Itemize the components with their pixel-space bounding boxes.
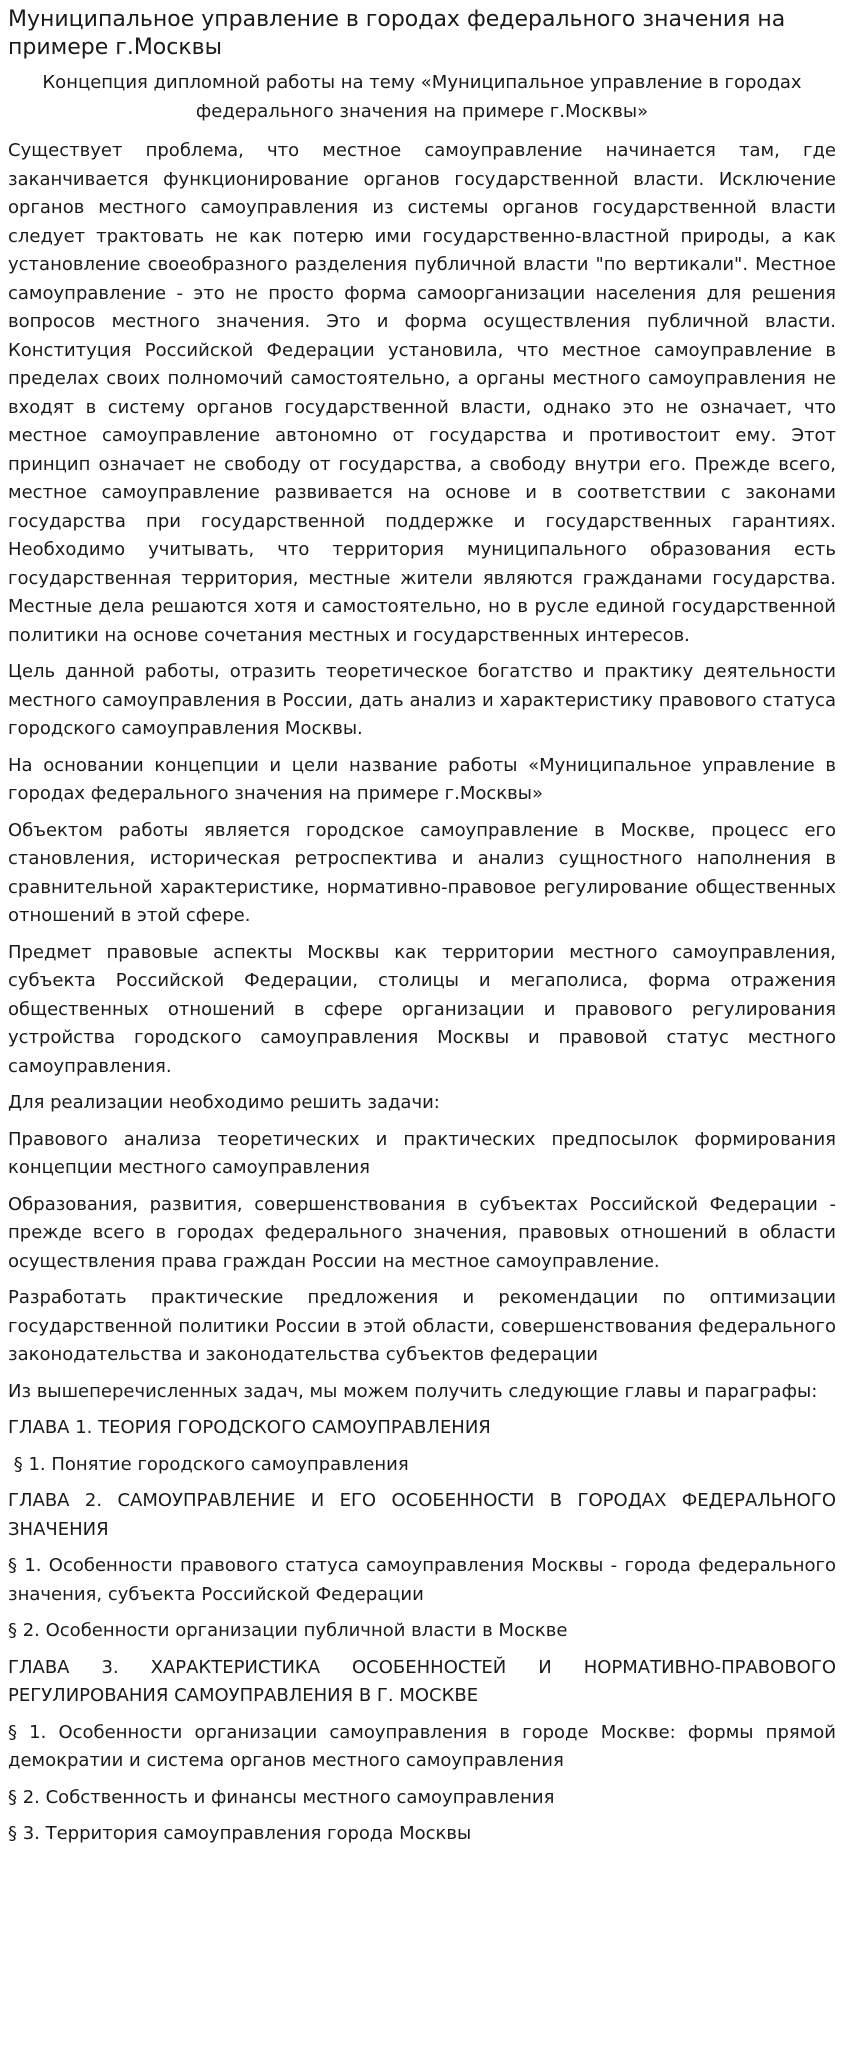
chapter-2-section-2: § 2. Особенности организации публичной власти в Москве: [8, 1620, 568, 1641]
paragraph-task-3: Разработать практические предложения и рекомендации по оптимизации государственной политики России в этой области, совершенствования федерального законодательства и законодательства субъектов федерации: [8, 1287, 836, 1365]
paragraph-task-1: Правового анализа теоретических и практических предпосылок формирования концепции местного самоуправления: [8, 1128, 836, 1178]
chapter-1-heading: ГЛАВА 1. ТЕОРИЯ ГОРОДСКОГО САМОУПРАВЛЕНИЯ: [8, 1417, 491, 1438]
paragraph-subject: Предмет правовые аспекты Москвы как территории местного самоуправления, субъекта Российской Федерации, столицы и мегаполиса, форма отражения общественных отношений в сфере организации и правового регулирования устройства городского самоуправления Москвы и правовой статус местного самоуправления.: [8, 941, 836, 1077]
paragraph-tasks-intro: Для реализации необходимо решить задачи:: [8, 1092, 440, 1113]
paragraph-problem: Существует проблема, что местное самоуправление начинается там, где заканчивается функционирование органов государственной власти. Исключение органов местного самоуправления из системы органов государственной власти следует трактовать не как потерю ими государственно-властной природы, а как установление своеобразного разделения публичной власти "по вертикали". Местное самоуправление - это не просто форма самоорганизации населения для решения вопросов местного значения. Это и форма осуществления публичной власти. Конституция Российской Федерации установила, что местное самоуправление в пределах своих полномочий самостоятельно, а органы местного самоуправления не входят в систему органов государственной власти, однако это не означает, что местное самоуправление автономно от государства и противостоит ему. Этот принцип означает не свободу от государства, а свободу внутри его. Прежде всего, местное самоуправление развивается на основе и в соответствии с законами государства при государственной поддержке и государственных гарантиях. Необходимо учитывать, что территория муниципального образования есть государственная территория, местные жители являются гражданами государства. Местные дела решаются хотя и самостоятельно, но в русле единой государственной политики на основе сочетания местных и государственных интересов.: [8, 140, 836, 646]
paragraph-goal: Цель данной работы, отразить теоретическое богатство и практику деятельности местного самоуправления в России, дать анализ и характеристику правового статуса городского самоуправления Москвы.: [8, 661, 836, 739]
paragraph-title-basis: На основании концепции и цели название работы «Муниципальное управление в городах федерального значения на примере г.Москвы»: [8, 754, 836, 804]
paragraph-chapters-intro: Из вышеперечисленных задач, мы можем получить следующие главы и параграфы:: [8, 1380, 818, 1402]
chapter-3-section-1: § 1. Особенности организации самоуправления в городе Москве: формы прямой демократии и система органов местного самоуправления: [8, 1721, 836, 1771]
chapter-2-heading: ГЛАВА 2. САМОУПРАВЛЕНИЕ И ЕГО ОСОБЕННОСТИ В ГОРОДАХ ФЕДЕРАЛЬНОГО ЗНАЧЕНИЯ: [8, 1490, 836, 1540]
chapter-3-section-3: § 3. Территория самоуправления города Москвы: [8, 1823, 472, 1844]
document-subtitle: Концепция дипломной работы на тему «Муниципальное управление в городах федерального значения на примере г.Москвы»: [42, 72, 802, 122]
chapter-3-heading: ГЛАВА 3. ХАРАКТЕРИСТИКА ОСОБЕННОСТЕЙ И НОРМАТИВНО-ПРАВОВОГО РЕГУЛИРОВАНИЯ САМОУПРАВЛЕНИЯ В Г. МОСКВЕ: [8, 1656, 836, 1706]
chapter-3-section-2: § 2. Собственность и финансы местного самоуправления: [8, 1786, 555, 1808]
chapter-2-section-1: § 1. Особенности правового статуса самоуправления Москвы - города федерального значения, субъекта Российской Федерации: [8, 1555, 836, 1605]
paragraph-task-2: Образования, развития, совершенствования в субъектах Российской Федерации - прежде всего в городах федерального значения, правовых отношений в области осуществления права граждан России на местное самоуправление.: [8, 1193, 836, 1272]
paragraph-object: Объектом работы является городское самоуправление в Москве, процесс его становления, историческая ретроспектива и анализ сущностного наполнения в сравнительной характеристике, нормативно-правовое регулирование общественных отношений в этой сфере.: [8, 819, 836, 926]
document-title: Муниципальное управление в городах федерального значения на примере г.Москвы: [8, 7, 786, 60]
chapter-1-section-1: § 1. Понятие городского самоуправления: [8, 1453, 409, 1475]
